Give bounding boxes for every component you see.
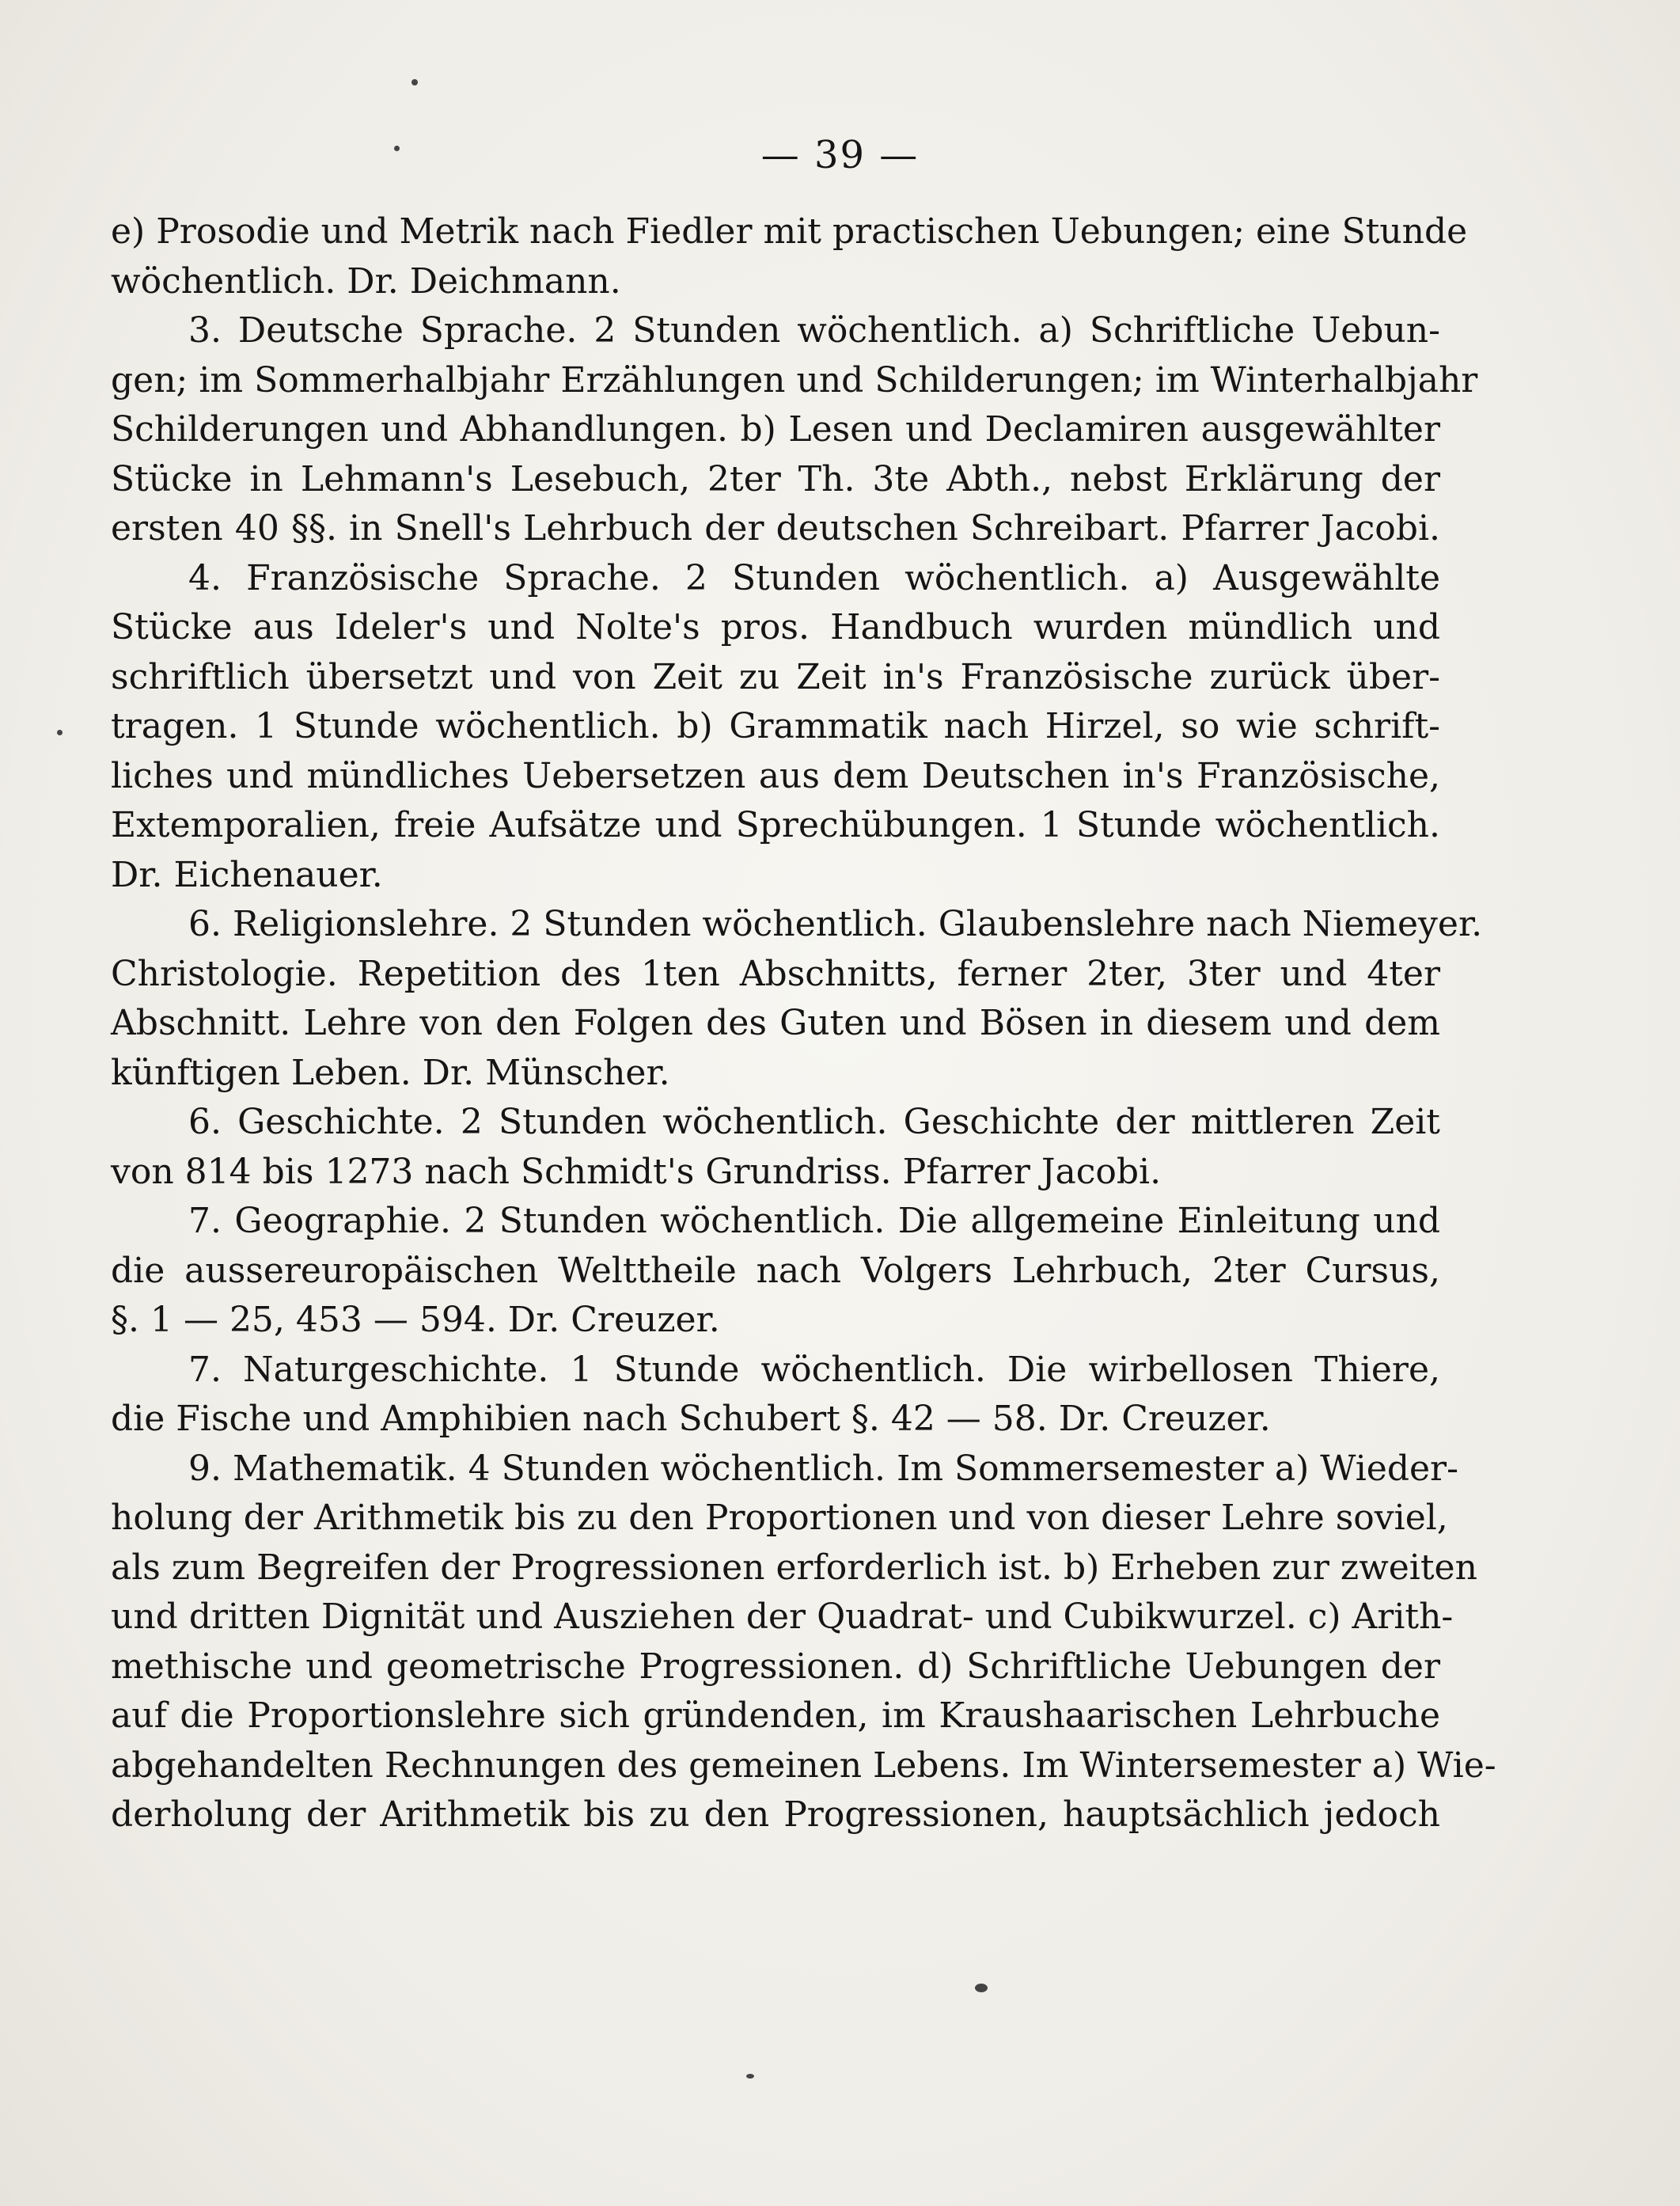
text-line: als zum Begreifen der Progressionen erforderlich ist. b) Erheben zur zweiten	[111, 1547, 1477, 1588]
text-line: 6. Religionslehre. 2 Stunden wöchentlich. Glaubenslehre nach Niemeyer.	[188, 904, 1483, 944]
text-line: Stücke in Lehmann's Lesebuch, 2ter Th. 3te Abth., nebst Erklärung der	[111, 458, 1440, 499]
text-line: §. 1 — 25, 453 — 594. Dr. Creuzer.	[111, 1300, 720, 1340]
text-line: derholung der Arithmetik bis zu den Progressionen, hauptsächlich jedoch	[111, 1794, 1440, 1835]
print-speck	[975, 1984, 988, 1992]
text-line: von 814 bis 1273 nach Schmidt's Grundriss. Pfarrer Jacobi.	[111, 1151, 1162, 1192]
page-number: — 39 —	[760, 133, 920, 177]
text-line: schriftlich übersetzt und von Zeit zu Zeit in's Französische zurück über-	[111, 656, 1440, 697]
text-line: liches und mündliches Uebersetzen aus dem Deutschen in's Französische,	[111, 755, 1440, 796]
text-line: Abschnitt. Lehre von den Folgen des Guten und Bösen in diesem und dem	[111, 1003, 1440, 1043]
text-line: auf die Proportionslehre sich gründenden, im Kraushaarischen Lehrbuche	[111, 1695, 1440, 1736]
text-line: holung der Arithmetik bis zu den Proportionen und von dieser Lehre soviel,	[111, 1498, 1448, 1538]
text-line: wöchentlich. Dr. Deichmann.	[111, 260, 621, 302]
text-line: die aussereuropäischen Welttheile nach Volgers Lehrbuch, 2ter Cursus,	[111, 1250, 1440, 1291]
text-line: ersten 40 §§. in Snell's Lehrbuch der deutschen Schreibart. Pfarrer Jacobi.	[111, 508, 1440, 549]
text-line: Stücke aus Ideler's und Nolte's pros. Handbuch wurden mündlich und	[111, 607, 1440, 647]
text-line: gen; im Sommerhalbjahr Erzählungen und Schilderungen; im Winterhalbjahr	[111, 359, 1478, 401]
text-line: Christologie. Repetition des 1ten Abschnitts, ferner 2ter, 3ter und 4ter	[111, 953, 1440, 994]
text-line: methische und geometrische Progressionen. d) Schriftliche Uebungen der	[111, 1646, 1440, 1687]
text-line: e) Prosodie und Metrik nach Fiedler mit practischen Uebungen; eine Stunde	[111, 211, 1468, 252]
print-speck	[394, 146, 400, 151]
text-line: 7. Geographie. 2 Stunden wöchentlich. Die allgemeine Einleitung und	[188, 1201, 1440, 1241]
text-line: tragen. 1 Stunde wöchentlich. b) Grammatik nach Hirzel, so wie schrift-	[111, 706, 1440, 746]
text-line: 7. Naturgeschichte. 1 Stunde wöchentlich. Die wirbellosen Thiere,	[188, 1349, 1440, 1390]
text-line: künftigen Leben. Dr. Münscher.	[111, 1052, 670, 1093]
print-speck	[411, 79, 418, 85]
text-line: 9. Mathematik. 4 Stunden wöchentlich. Im Sommersemester a) Wieder-	[188, 1448, 1458, 1489]
body-text	[111, 207, 1496, 1840]
text-line: abgehandelten Rechnungen des gemeinen Lebens. Im Wintersemester a) Wie-	[111, 1745, 1496, 1786]
print-speck	[57, 730, 63, 735]
text-line: und dritten Dignität und Ausziehen der Quadrat- und Cubikwurzel. c) Arith-	[111, 1597, 1454, 1637]
text-line: Dr. Eichenauer.	[111, 854, 383, 895]
text-line: 3. Deutsche Sprache. 2 Stunden wöchentlich. a) Schriftliche Uebun-	[188, 310, 1440, 351]
text-line: 4. Französische Sprache. 2 Stunden wöchentlich. a) Ausgewählte	[188, 557, 1440, 598]
text-line: Schilderungen und Abhandlungen. b) Lesen und Declamiren ausgewählter	[111, 409, 1440, 450]
text-line: 6. Geschichte. 2 Stunden wöchentlich. Geschichte der mittleren Zeit	[188, 1102, 1440, 1142]
text-line: Extemporalien, freie Aufsätze und Sprechübungen. 1 Stunde wöchentlich.	[111, 805, 1440, 845]
print-speck	[746, 2074, 754, 2079]
text-line: die Fische und Amphibien nach Schubert §. 42 — 58. Dr. Creuzer.	[111, 1399, 1271, 1439]
